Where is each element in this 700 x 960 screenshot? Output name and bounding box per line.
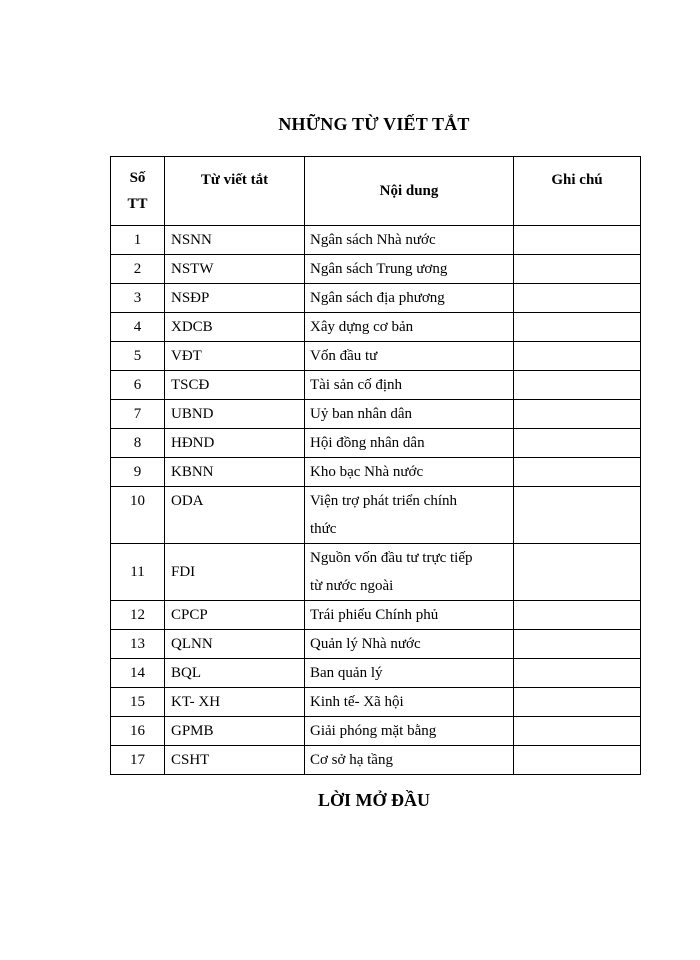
row-note <box>514 659 641 688</box>
row-note <box>514 630 641 659</box>
row-note <box>514 544 641 601</box>
row-number: 17 <box>111 746 165 775</box>
row-content: Kinh tế- Xã hội <box>305 688 514 717</box>
row-note <box>514 458 641 487</box>
row-note <box>514 284 641 313</box>
row-content: Xây dựng cơ bản <box>305 313 514 342</box>
row-abbreviation: KBNN <box>165 458 305 487</box>
row-abbreviation: VĐT <box>165 342 305 371</box>
row-note <box>514 746 641 775</box>
row-content: Ngân sách Trung ương <box>305 255 514 284</box>
row-number: 1 <box>111 226 165 255</box>
row-abbreviation: HĐND <box>165 429 305 458</box>
table-row <box>111 255 641 284</box>
row-abbreviation: BQL <box>165 659 305 688</box>
row-content-line2: từ nước ngoài <box>310 578 394 594</box>
row-note <box>514 255 641 284</box>
row-content: Ngân sách Nhà nước <box>305 226 514 255</box>
row-content-line1: Nguồn vốn đầu tư trực tiếp <box>310 550 473 566</box>
row-content: Tài sản cố định <box>305 371 514 400</box>
row-number: 9 <box>111 458 165 487</box>
row-abbreviation: NSĐP <box>165 284 305 313</box>
row-number: 5 <box>111 342 165 371</box>
row-content: Giải phóng mặt bằng <box>305 717 514 746</box>
row-content: Hội đồng nhân dân <box>305 429 514 458</box>
row-note <box>514 688 641 717</box>
abbreviations-table <box>110 156 641 775</box>
row-note <box>514 429 641 458</box>
row-number: 15 <box>111 688 165 717</box>
row-content <box>305 487 514 544</box>
row-abbreviation: ODA <box>165 487 305 544</box>
row-note <box>514 487 641 544</box>
row-note <box>514 342 641 371</box>
row-number: 11 <box>111 544 165 601</box>
row-content: Uỷ ban nhân dân <box>305 400 514 429</box>
row-number: 4 <box>111 313 165 342</box>
table-row <box>111 226 641 255</box>
row-number: 8 <box>111 429 165 458</box>
row-abbreviation: NSTW <box>165 255 305 284</box>
table-row <box>111 717 641 746</box>
table-header-row <box>111 157 641 226</box>
table-row <box>111 487 641 544</box>
row-content: Cơ sở hạ tầng <box>305 746 514 775</box>
row-number: 3 <box>111 284 165 313</box>
row-note <box>514 226 641 255</box>
row-content <box>305 544 514 601</box>
row-note <box>514 313 641 342</box>
table-row <box>111 342 641 371</box>
header-content: Nội dung <box>305 157 514 226</box>
row-abbreviation: GPMB <box>165 717 305 746</box>
row-note <box>514 400 641 429</box>
row-content: Trái phiếu Chính phủ <box>305 601 514 630</box>
table-row <box>111 688 641 717</box>
row-number: 10 <box>111 487 165 544</box>
row-abbreviation: UBND <box>165 400 305 429</box>
table-row <box>111 313 641 342</box>
row-content: Quản lý Nhà nước <box>305 630 514 659</box>
table-row <box>111 371 641 400</box>
table-row <box>111 746 641 775</box>
table-row <box>111 284 641 313</box>
header-stt-line2: TT <box>127 196 148 212</box>
page-title: NHỮNG TỪ VIẾT TẮT <box>278 114 470 134</box>
row-content-line2: thức <box>310 521 337 537</box>
row-abbreviation: FDI <box>165 544 305 601</box>
row-number: 7 <box>111 400 165 429</box>
section-title-introduction: LỜI MỞ ĐẦU <box>318 790 430 810</box>
row-number: 14 <box>111 659 165 688</box>
row-number: 2 <box>111 255 165 284</box>
table-row <box>111 601 641 630</box>
row-content: Ban quản lý <box>305 659 514 688</box>
row-number: 13 <box>111 630 165 659</box>
row-content: Vốn đầu tư <box>305 342 514 371</box>
header-stt <box>111 157 165 226</box>
row-content: Ngân sách địa phương <box>305 284 514 313</box>
row-number: 16 <box>111 717 165 746</box>
row-note <box>514 371 641 400</box>
row-abbreviation: NSNN <box>165 226 305 255</box>
table-row <box>111 544 641 601</box>
table-row <box>111 458 641 487</box>
header-note: Ghi chú <box>514 157 641 226</box>
table-row <box>111 429 641 458</box>
row-abbreviation: CSHT <box>165 746 305 775</box>
table-row <box>111 400 641 429</box>
row-number: 12 <box>111 601 165 630</box>
table-row <box>111 630 641 659</box>
row-abbreviation: XDCB <box>165 313 305 342</box>
row-abbreviation: KT- XH <box>165 688 305 717</box>
row-abbreviation: QLNN <box>165 630 305 659</box>
header-stt-line1: Số <box>129 170 146 186</box>
row-content: Kho bạc Nhà nước <box>305 458 514 487</box>
row-note <box>514 717 641 746</box>
row-abbreviation: TSCĐ <box>165 371 305 400</box>
header-abbreviation: Từ viết tắt <box>165 157 305 226</box>
row-abbreviation: CPCP <box>165 601 305 630</box>
row-number: 6 <box>111 371 165 400</box>
table-row <box>111 659 641 688</box>
row-content-line1: Viện trợ phát triển chính <box>310 493 457 509</box>
row-note <box>514 601 641 630</box>
